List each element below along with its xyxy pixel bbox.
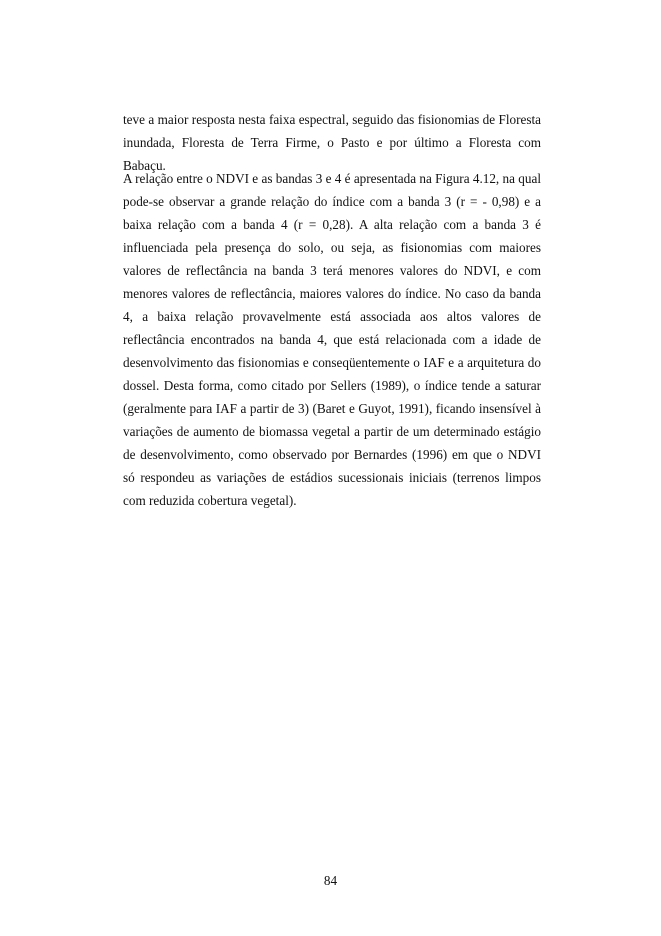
page-number: 84 <box>323 873 338 888</box>
paragraph-continuation: teve a maior resposta nesta faixa espectral, seguido das fisionomias de Floresta inundada, Floresta de Terra Firme, o Pasto e por último a Floresta com Babaçu. <box>123 112 541 173</box>
paragraph-ndvi-bands: A relação entre o NDVI e as bandas 3 e 4 é apresentada na Figura 4.12, na qual pode-se observar a grande relação do índice com a banda 3 (r = - 0,98) e a baixa relação com a banda 4 (r = 0,28). A alta relação com a banda 3 é influenciada pela presença do solo, ou seja, as fisionomias com maiores valores de reflectância na banda 3 terá menores valores do NDVI, e com menores valores de reflectância, maiores valores do índice. No caso da banda 4, a baixa relação provavelmente está associada aos altos valores de reflectância encontrados na banda 4, que está relacionada com a idade de desenvolvimento das fisionomias e conseqüentemente o IAF e a arquitetura do dossel. Desta forma, como citado por Sellers (1989), o índice tende a saturar (geralmente para IAF a partir de 3) (Baret e Guyot, 1991), ficando insensível à variações de aumento de biomassa vegetal a partir de um determinado estágio de desenvolvimento, como observado por Bernardes (1996) em que o NDVI só respondeu as variações de estádios sucessionais iniciais (terrenos limpos com reduzida cobertura vegetal). <box>123 171 541 508</box>
